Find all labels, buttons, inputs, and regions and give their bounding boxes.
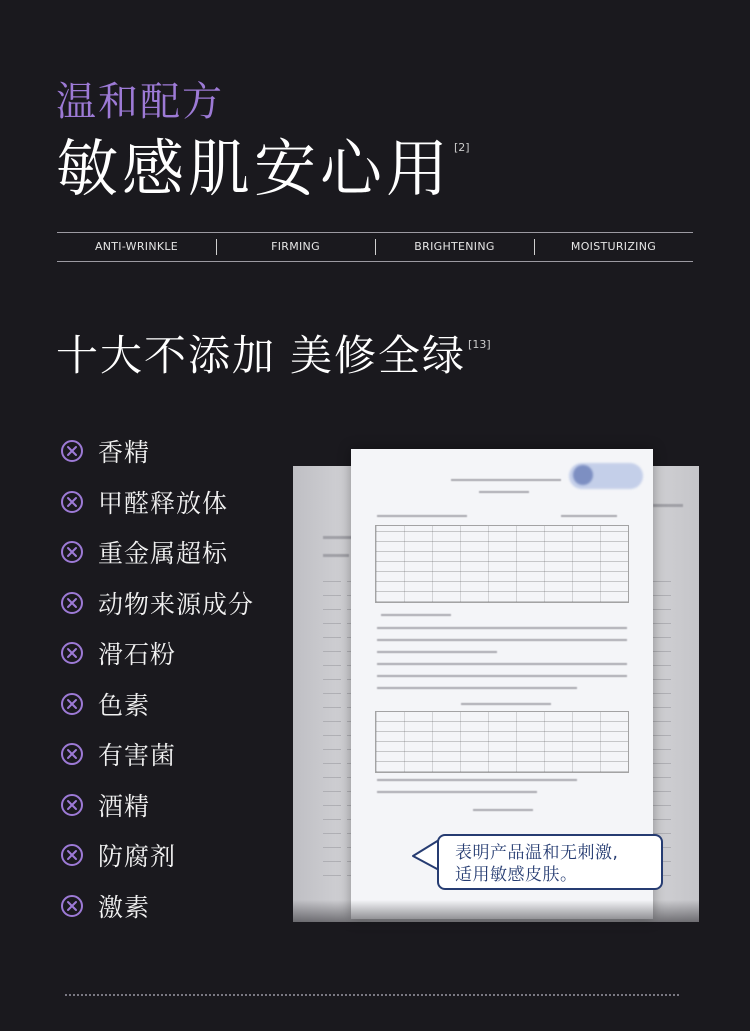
dotted-divider: [65, 994, 679, 996]
list-item: [60, 881, 254, 932]
report-callout: [437, 834, 663, 890]
x-circle-icon: [60, 490, 84, 514]
list-item-label: 激素: [98, 892, 151, 922]
list-item: [60, 679, 254, 730]
additives-heading: [56, 331, 491, 380]
page-title-text: 敏感肌安心用: [56, 132, 453, 205]
additives-heading-part2: 美修全绿: [290, 331, 467, 380]
additives-heading-part1: 十大不添加: [56, 331, 277, 380]
document-shadow: [290, 900, 702, 930]
x-circle-icon: [60, 540, 84, 564]
list-item-label: 有害菌: [98, 741, 177, 771]
x-circle-icon: [60, 439, 84, 463]
title-reference: [2]: [454, 141, 470, 154]
feature-moisturizing: MOISTURIZING: [534, 233, 693, 261]
x-circle-icon: [60, 793, 84, 817]
page-title: [56, 132, 470, 205]
callout-line-1: 表明产品温和无刺激,: [455, 843, 619, 863]
x-circle-icon: [60, 894, 84, 918]
x-circle-icon: [60, 742, 84, 766]
no-additive-list: [60, 426, 254, 931]
feature-anti-wrinkle: ANTI-WRINKLE: [94, 240, 179, 253]
feature-firming: FIRMING: [216, 233, 375, 261]
list-item: [60, 628, 254, 679]
x-circle-icon: [60, 641, 84, 665]
list-item-label: 重金属超标: [98, 539, 229, 569]
list-item: [60, 477, 254, 528]
report-seal-icon: [573, 465, 593, 485]
x-circle-icon: [60, 843, 84, 867]
list-item: [60, 780, 254, 831]
list-item-label: 滑石粉: [98, 640, 177, 670]
list-item-label: 香精: [98, 438, 151, 468]
list-item-label: 防腐剂: [98, 842, 177, 872]
list-item: [60, 527, 254, 578]
list-item-label: 甲醛释放体: [98, 488, 229, 518]
list-item-label: 色素: [98, 690, 151, 720]
list-item: [60, 426, 254, 477]
additives-reference: [13]: [468, 338, 491, 351]
feature-strip: [57, 232, 693, 262]
feature-brightening: BRIGHTENING: [375, 233, 534, 261]
x-circle-icon: [60, 591, 84, 615]
x-circle-icon: [60, 692, 84, 716]
callout-line-2: 适用敏感皮肤。: [455, 865, 578, 885]
list-item-label: 动物来源成分: [98, 589, 255, 619]
list-item-label: 酒精: [98, 791, 151, 821]
list-item: [60, 830, 254, 881]
list-item: [60, 729, 254, 780]
section-subtitle: 温和配方: [56, 79, 224, 125]
list-item: [60, 578, 254, 629]
